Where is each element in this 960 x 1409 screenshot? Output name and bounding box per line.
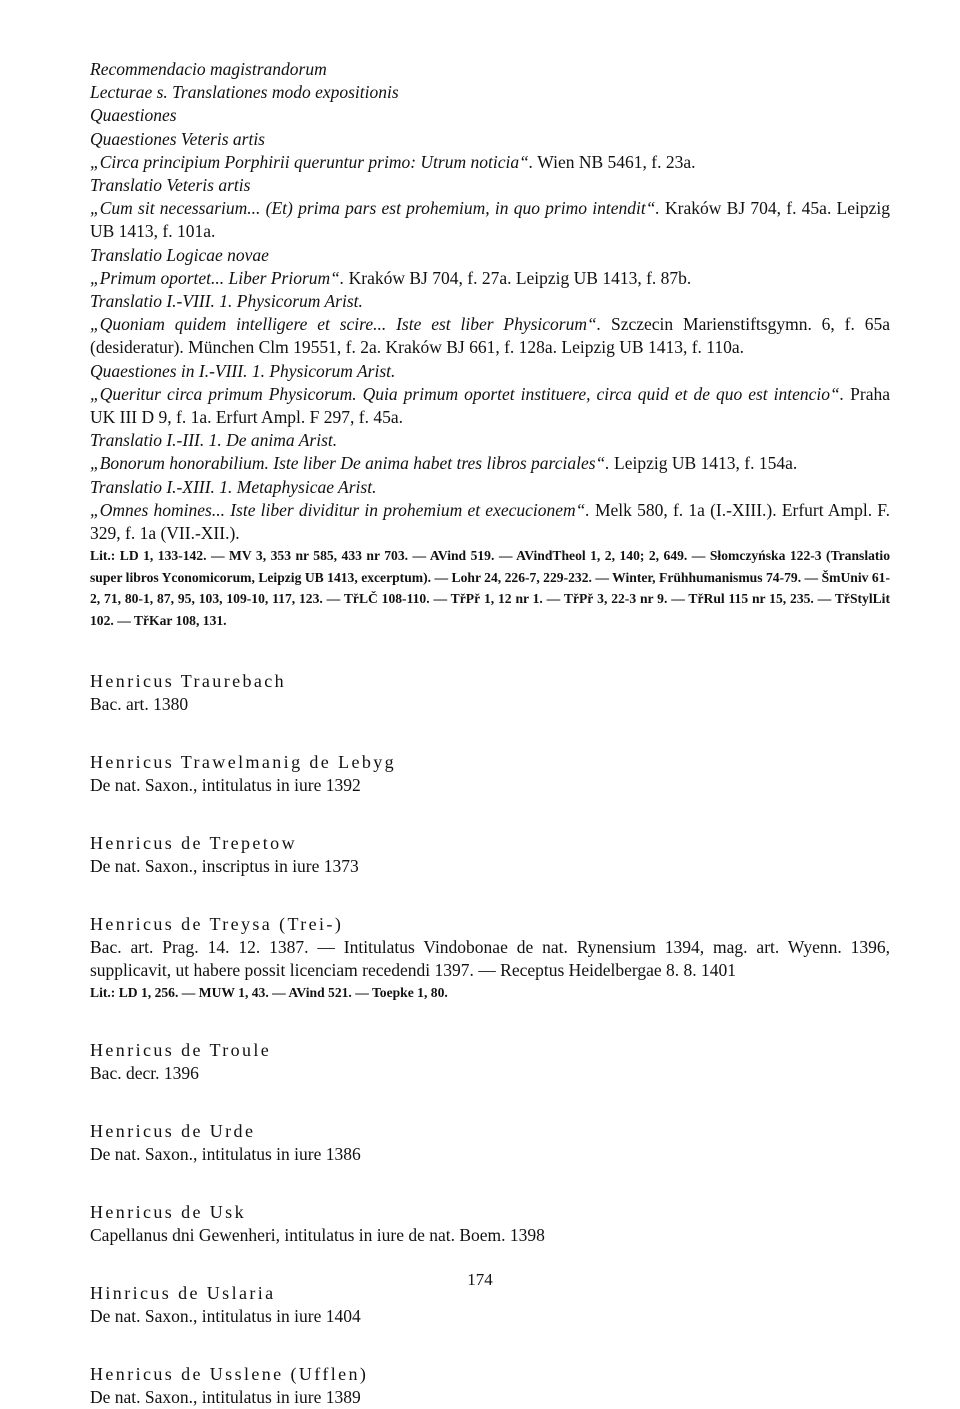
work-item xyxy=(90,499,890,545)
entry-description: Bac. art. Prag. 14. 12. 1387. — Intitulatus Vindobonae de nat. Rynensium 1394, mag. art. Wyenn. 1396, supplicavit, ut habere possit licenciam recedendi 1397. — Receptus Heidelbergae 8. 8. 1401 xyxy=(90,937,890,981)
work-item xyxy=(90,452,890,475)
work-item xyxy=(90,151,890,174)
entry xyxy=(90,831,890,878)
work-item xyxy=(90,313,890,359)
manuscript-refs: Melk 580, f. 1a (I.-XIII.). Erfurt Ampl. F. 329, f. 1a (VII.-XII.). xyxy=(90,499,891,544)
manuscript-refs: Kraków BJ 704, f. 27a. Leipzig UB 1413, f. 87b. xyxy=(344,267,692,288)
section-heading: Translatio Logicae novae xyxy=(90,244,269,265)
section-heading: Quaestiones xyxy=(90,105,177,126)
section-heading: Quaestiones Veteris artis xyxy=(90,128,265,149)
manuscript-refs: Leipzig UB 1413, f. 154a. xyxy=(609,453,798,474)
entry-name: Henricus de Usk xyxy=(90,1201,246,1222)
page-number: 174 xyxy=(467,1270,493,1289)
incipit: „Primum oportet... Liber Priorum“. xyxy=(90,267,345,288)
entry-name: Henricus de Urde xyxy=(90,1120,256,1141)
entry-description: De nat. Saxon., intitulatus in iure 1392 xyxy=(90,775,361,796)
entry-description: De nat. Saxon., intitulatus in iure 1386 xyxy=(90,1143,361,1164)
work-item xyxy=(90,383,890,429)
entry-description: Bac. decr. 1396 xyxy=(90,1062,199,1083)
entry xyxy=(90,1119,890,1166)
entry-name: Henricus Traurebach xyxy=(90,671,287,692)
manuscript-refs: Szczecin Marienstiftsgymn. 6, f. 65a (desideratur). München Clm 19551, f. 2a. Kraków BJ 661, f. 128a. Leipzig UB 1413, f. 110a. xyxy=(90,314,890,358)
manuscript-refs: Wien NB 5461, f. 23a. xyxy=(533,151,696,172)
entry-description: De nat. Saxon., intitulatus in iure 1389 xyxy=(90,1386,361,1407)
section-heading: Quaestiones in I.-VIII. 1. Physicorum Arist. xyxy=(90,360,396,381)
entry xyxy=(90,1362,890,1409)
page-body xyxy=(90,58,890,1409)
entry-description: De nat. Saxon., inscriptus in iure 1373 xyxy=(90,856,359,877)
literature-block: Lit.: LD 1, 133-142. — MV 3, 353 nr 585, 433 nr 703. — AVind 519. — AVindTheol 1, 2, 140; 2, 649. — Słomczyńska 122-3 (Translatio super libros Yconomicorum, Leipzig UB 1413, excerptum). — Lohr 24, 226-7, 229-232. — Winter, Frühhumanismus 74-79. — ŠmUniv 61-2, 71, 80-1, 87, 95, 103, 109-10, 117, 123. — TřLČ 108-110. — TřPř 1, 12 nr 1. — TřPř 3, 22-3 nr 9. — TřRul 115 nr 15, 235. — TřStylLit 102. — TřKar 108, 131. xyxy=(90,548,890,628)
incipit: „Quoniam quidem intelligere et scire... Iste est liber Physicorum“. xyxy=(90,314,602,335)
entry-name: Henricus de Usslene (Ufflen) xyxy=(90,1363,369,1384)
entry xyxy=(90,912,890,1004)
entry xyxy=(90,1200,890,1247)
entry-name: Henricus Trawelmanig de Lebyg xyxy=(90,752,397,773)
entry-name: Hinricus de Uslaria xyxy=(90,1282,276,1303)
entry-name: Henricus de Troule xyxy=(90,1039,272,1060)
incipit: „Circa principium Porphirii queruntur primo: Utrum noticia“. xyxy=(90,151,534,172)
manuscript-refs: Praha UK III D 9, f. 1a. Erfurt Ampl. F 297, f. 45a. xyxy=(90,383,890,428)
incipit: „Bonorum honorabilium. Iste liber De anima habet tres libros parciales“. xyxy=(90,453,610,474)
entry-description: Capellanus dni Gewenheri, intitulatus in iure de nat. Boem. 1398 xyxy=(90,1224,545,1245)
section-heading: Translatio I.-III. 1. De anima Arist. xyxy=(90,430,338,451)
entry-description: De nat. Saxon., intitulatus in iure 1404 xyxy=(90,1305,361,1326)
incipit: „Queritur circa primum Physicorum. Quia primum oportet instituere, circa quid et de quo est intencio“. xyxy=(90,383,845,404)
entry xyxy=(90,669,890,716)
manuscript-refs: Kraków BJ 704, f. 45a. Leipzig UB 1413, f. 101a. xyxy=(90,198,891,242)
work-item xyxy=(90,197,890,243)
work-item xyxy=(90,267,890,290)
section-heading: Translatio I.-VIII. 1. Physicorum Arist. xyxy=(90,291,363,312)
incipit: „Omnes homines... Iste liber dividitur in prohemium et execucionem“. xyxy=(90,499,590,520)
entry-name: Henricus de Treysa (Trei-) xyxy=(90,914,344,935)
entry-name: Henricus de Trepetow xyxy=(90,833,297,854)
entry-description: Bac. art. 1380 xyxy=(90,694,189,715)
entry xyxy=(90,1038,890,1085)
section-heading: Recommendacio magistrandorum xyxy=(90,59,327,79)
incipit: „Cum sit necessarium... (Et) prima pars est prohemium, in quo primo intendit“. xyxy=(90,198,660,219)
section-heading: Lecturae s. Translationes modo expositionis xyxy=(90,82,399,103)
section-heading: Translatio I.-XIII. 1. Metaphysicae Arist. xyxy=(90,476,377,497)
literature-block: Lit.: LD 1, 256. — MUW 1, 43. — AVind 521. — Toepke 1, 80. xyxy=(90,985,448,1001)
section-heading: Translatio Veteris artis xyxy=(90,175,251,196)
entry xyxy=(90,750,890,797)
